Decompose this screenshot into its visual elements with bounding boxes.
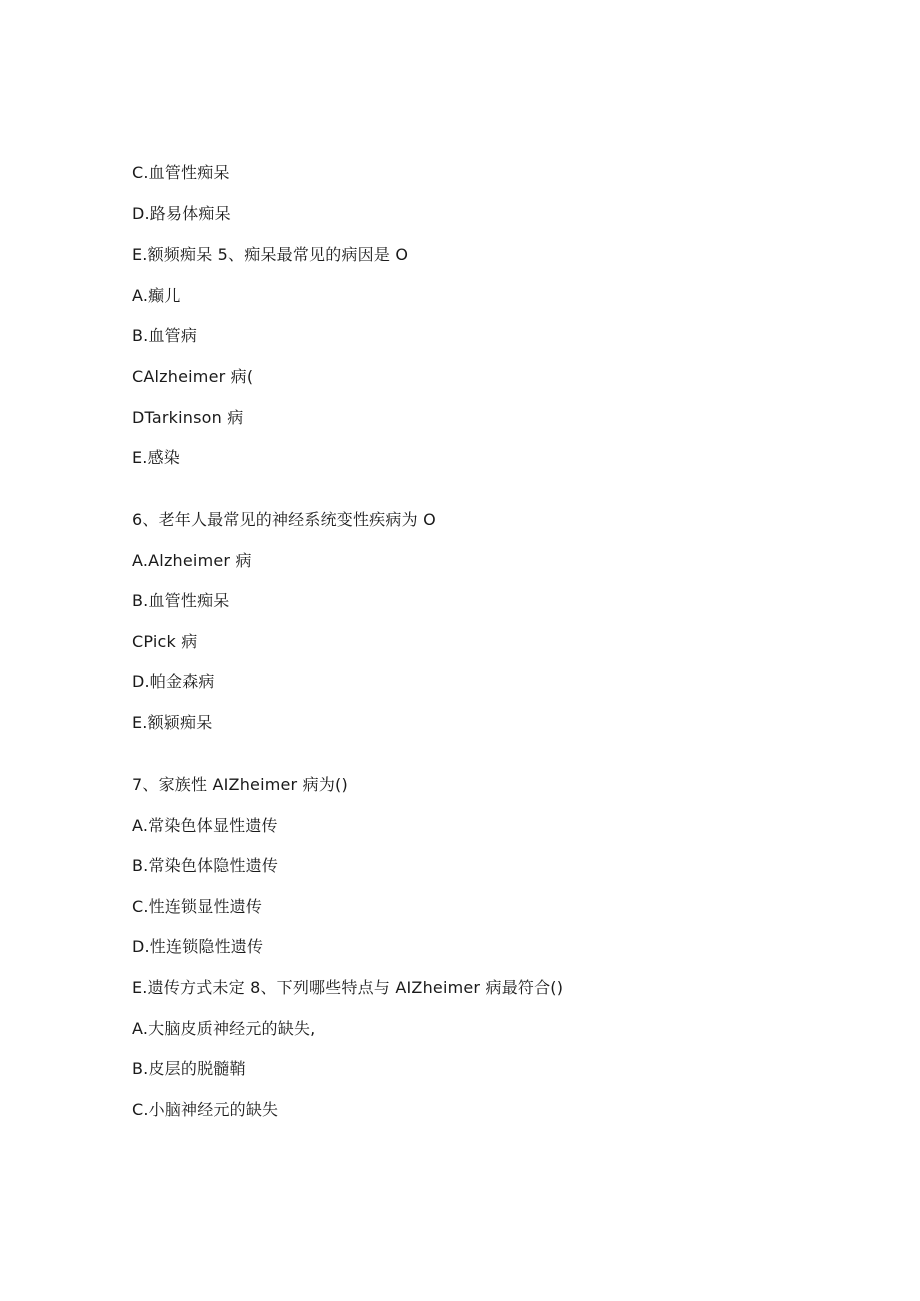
question-7: 7、家族性 AIZheimer 病为() (132, 775, 348, 794)
option-a-epilepsy: A.癫儿 (132, 286, 181, 305)
q6-option-e: E.额颍痴呆 (132, 713, 213, 732)
q6-option-c: CPick 病 (132, 632, 198, 651)
option-d-parkinson: DTarkinson 病 (132, 408, 244, 427)
q8-option-a: A.大脑皮质神经元的缺失, (132, 1019, 316, 1038)
q8-option-c: C.小脑神经元的缺失 (132, 1100, 279, 1119)
option-e-and-question-5: E.额频痴呆 5、痴呆最常见的病因是 O (132, 245, 409, 264)
question-6: 6、老年人最常见的神经系统变性疾病为 O (132, 510, 436, 529)
option-c-alzheimer: CAlzheimer 病( (132, 367, 254, 386)
option-e-infection: E.感染 (132, 448, 180, 467)
q7-option-c: C.性连锁显性遗传 (132, 897, 263, 916)
option-b-vascular-disease: B.血管病 (132, 326, 198, 345)
option-d-lewy-body-dementia: D.路易体痴呆 (132, 204, 231, 223)
q6-option-a: A.Alzheimer 病 (132, 551, 252, 570)
q7-option-e-and-question-8: E.遗传方式未定 8、下列哪些特点与 AIZheimer 病最符合() (132, 978, 564, 997)
q7-option-b: B.常染色体隐性遗传 (132, 856, 279, 875)
q7-option-a: A.常染色体显性遗传 (132, 816, 278, 835)
q8-option-b: B.皮层的脱髓鞘 (132, 1059, 246, 1078)
option-c-vascular-dementia: C.血管性痴呆 (132, 163, 230, 182)
q7-option-d: D.性连锁隐性遗传 (132, 937, 264, 956)
q6-option-d: D.帕金森病 (132, 672, 215, 691)
q6-option-b: B.血管性痴呆 (132, 591, 230, 610)
